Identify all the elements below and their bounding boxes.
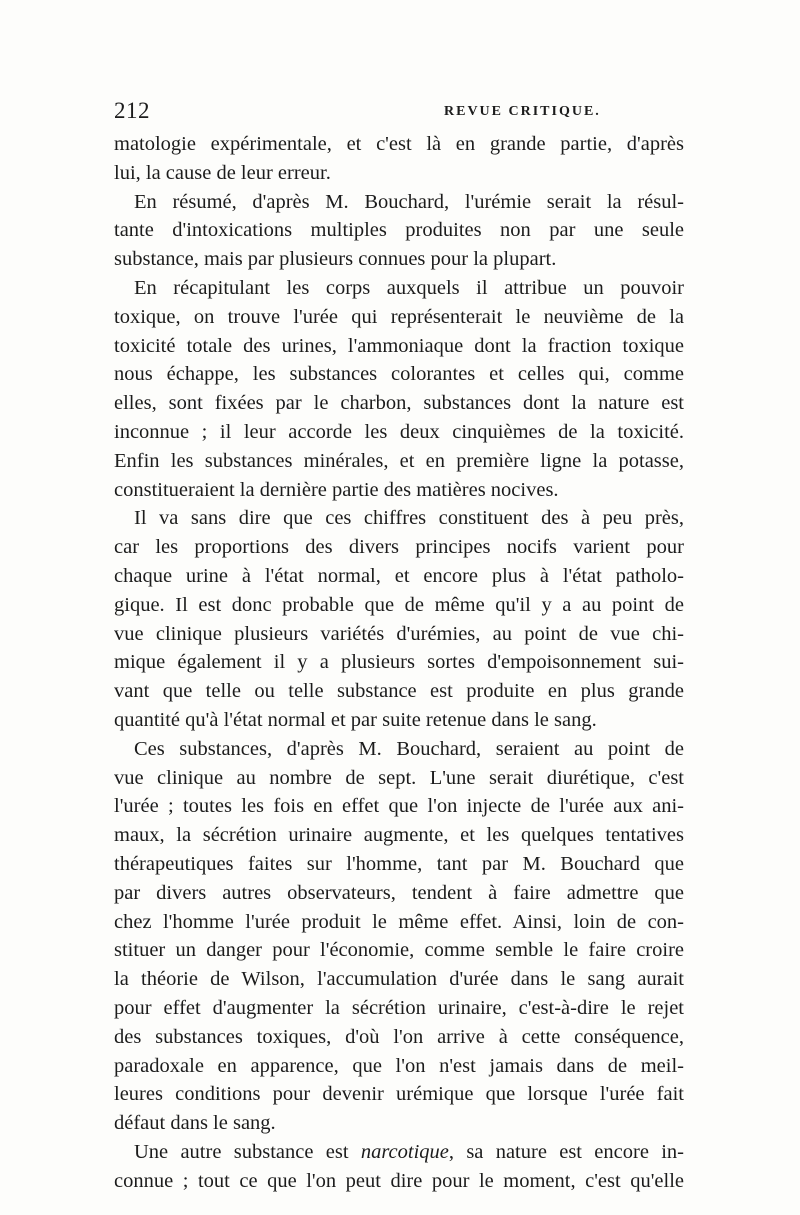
text-line: l'urée ; toutes les fois en effet que l'on injecte de l'urée aux ani- <box>114 795 684 818</box>
text-line: nous échappe, les substances colorantes et celles qui, comme <box>114 363 684 386</box>
text-line: toxique, on trouve l'urée qui représenterait le neuvième de la <box>114 305 684 328</box>
page-number: 212 <box>114 98 150 123</box>
text-line: chaque urine à l'état normal, et encore plus à l'état patholo- <box>114 564 684 587</box>
running-head: REVUE CRITIQUE. <box>444 104 601 119</box>
text-line: elles, sont fixées par le charbon, substances dont la nature est <box>114 392 684 415</box>
text-line: substance, mais par plusieurs connues pour la plupart. <box>114 248 557 271</box>
text-line: la théorie de Wilson, l'accumulation d'urée dans le sang aurait <box>114 968 684 991</box>
text-line: stituer un danger pour l'économie, comme semble le faire croire <box>114 939 684 962</box>
text-line: quantité qu'à l'état normal et par suite retenue dans le sang. <box>114 708 597 731</box>
text-segment: Une autre substance est <box>134 1140 349 1163</box>
text-line: En résumé, d'après M. Bouchard, l'urémie serait la résul- <box>134 190 684 213</box>
text-line: car les proportions des divers principes nocifs varient pour <box>114 536 684 559</box>
body-text <box>114 130 684 1195</box>
text-line: matologie expérimentale, et c'est là en grande partie, d'après <box>114 133 684 155</box>
text-line: mique également il y a plusieurs sortes d'empoisonnement sui- <box>114 651 684 674</box>
text-line: thérapeutiques faites sur l'homme, tant par M. Bouchard que <box>114 852 684 875</box>
text-line: gique. Il est donc probable que de même qu'il y a au point de <box>114 593 684 616</box>
text-line <box>114 1138 684 1167</box>
text-line: Enfin les substances minérales, et en première ligne la potasse, <box>114 449 684 472</box>
text-segment: , sa nature est encore in- <box>448 1140 684 1163</box>
text-line: vue clinique au nombre de sept. L'une serait diurétique, c'est <box>114 766 684 789</box>
text-line: Ces substances, d'après M. Bouchard, seraient au point de <box>134 737 684 760</box>
text-line: lui, la cause de leur erreur. <box>114 161 331 184</box>
text-line: connue ; tout ce que l'on peut dire pour le moment, c'est qu'elle <box>114 1169 684 1192</box>
text-line: leures conditions pour devenir urémique que lorsque l'urée fait <box>114 1083 684 1106</box>
text-line: défaut dans le sang. <box>114 1112 276 1135</box>
text-line: vant que telle ou telle substance est produite en plus grande <box>114 680 684 703</box>
text-line: chez l'homme l'urée produit le même effet. Ainsi, loin de con- <box>114 910 684 933</box>
text-line: par divers autres observateurs, tendent à faire admettre que <box>114 881 684 904</box>
text-line: des substances toxiques, d'où l'on arrive à cette conséquence, <box>114 1025 684 1048</box>
text-line: Il va sans dire que ces chiffres constituent des à peu près, <box>134 507 684 530</box>
text-line: maux, la sécrétion urinaire augmente, et les quelques tentatives <box>114 824 684 847</box>
text-line: tante d'intoxications multiples produites non par une seule <box>114 219 684 242</box>
page-header <box>114 98 684 128</box>
text-line: En récapitulant les corps auxquels il attribue un pouvoir <box>134 276 684 299</box>
italic-term: narcotique <box>360 1140 449 1163</box>
text-line: pour effet d'augmenter la sécrétion urinaire, c'est-à-dire le rejet <box>114 996 684 1019</box>
text-line: constitueraient la dernière partie des matières nocives. <box>114 478 559 501</box>
text-line: inconnue ; il leur accorde les deux cinquièmes de la toxicité. <box>114 420 684 443</box>
text-line: vue clinique plusieurs variétés d'urémies, au point de vue chi- <box>114 622 684 645</box>
text-line: toxicité totale des urines, l'ammoniaque dont la fraction toxique <box>114 334 684 357</box>
text-line: paradoxale en apparence, que l'on n'est jamais dans de meil- <box>114 1054 684 1077</box>
